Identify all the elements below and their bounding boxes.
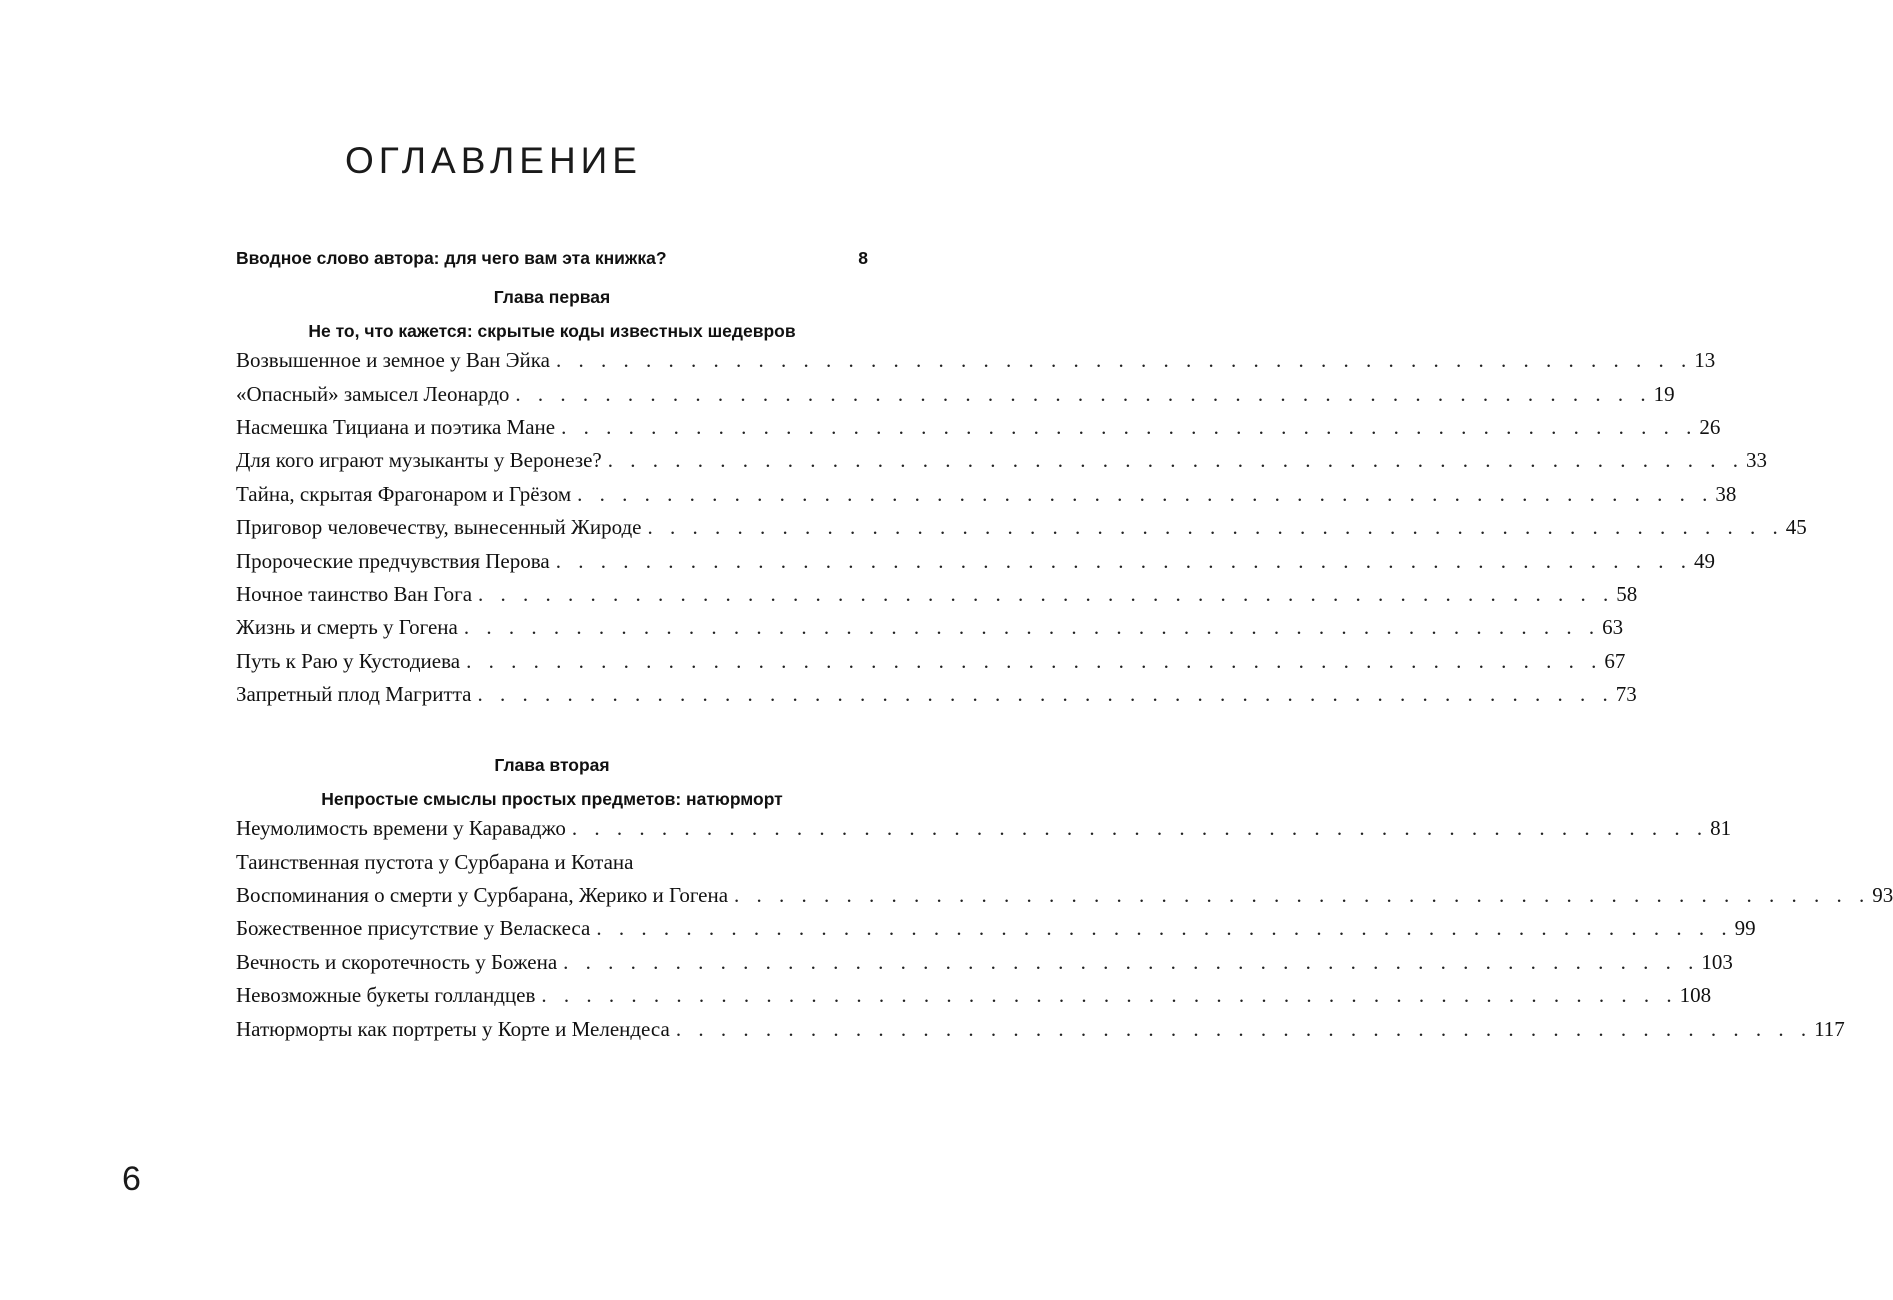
toc-entry-title: Тайна, скрытая Фрагонаром и Грёзом	[236, 481, 572, 506]
toc-entry[interactable]	[236, 414, 1721, 448]
toc-entry-page: 63	[1602, 615, 1624, 640]
toc-entry[interactable]	[236, 883, 1893, 916]
dot-leader: . . . . . . . . . . . . . . . . . . . . . . . . . . . . . . . . . . . . . . . . . . . . . . . . . . .	[555, 348, 1693, 373]
toc-entry[interactable]	[236, 381, 1675, 415]
toc-entry[interactable]	[236, 1016, 1845, 1050]
dot-leader: . . . . . . . . . . . . . . . . . . . . . . . . . . . . . . . . . . . . . . . . . . . . . . . . . . .	[734, 883, 1871, 908]
toc-entry-page: 93	[1872, 883, 1893, 908]
dot-leader: . . . . . . . . . . . . . . . . . . . . . . . . . . . . . . . . . . . . . . . . . . . . . . . . . . .	[675, 1016, 1813, 1041]
toc-entry[interactable]	[236, 515, 1807, 548]
dot-leader: . . . . . . . . . . . . . . . . . . . . . . . . . . . . . . . . . . . . . . . . . . . . . . . . . . .	[561, 414, 1698, 439]
toc-entry-title: «Опасный» замысел Леонардо	[236, 381, 510, 406]
toc-entry[interactable]	[236, 481, 1737, 515]
toc-entry-title: Приговор человечеству, вынесенный Жироде	[236, 515, 642, 540]
toc-entry-page: 33	[1745, 448, 1767, 473]
dot-leader: . . . . . . . . . . . . . . . . . . . . . . . . . . . . . . . . . . . . . . . . . . . . . . . . . . .	[647, 515, 1784, 540]
toc-intro-entry[interactable]	[236, 248, 868, 281]
toc-entry-page: 81	[1710, 816, 1732, 841]
toc-entry-title: Невозможные букеты голландцев	[236, 983, 536, 1008]
toc-entry-page: 103	[1701, 949, 1733, 974]
dot-leader: . . . . . . . . . . . . . . . . . . . . . . . . . . . . . . . . . . . . . . . . . . . . . . . . . . .	[478, 581, 1615, 606]
toc-entry-title: Путь к Раю у Кустодиева	[236, 648, 461, 673]
toc-entry[interactable]	[236, 448, 1767, 481]
toc-entry-page: 67	[1604, 648, 1626, 673]
dot-leader: . . . . . . . . . . . . . . . . . . . . . . . . . . . . . . . . . . . . . . . . . . . . . . . . . . .	[577, 481, 1714, 506]
toc-entry-title: Жизнь и смерть у Гогена	[236, 615, 458, 640]
toc-entry[interactable]	[236, 850, 868, 883]
toc-entry[interactable]	[236, 548, 1715, 582]
dot-leader: . . . . . . . . . . . . . . . . . . . . . . . . . . . . . . . . . . . . . . . . . . . . . . . . . . .	[463, 615, 1601, 640]
dot-leader: . . . . . . . . . . . . . . . . . . . . . . . . . . . . . . . . . . . . . . . . . . . . . . . . . . .	[541, 983, 1678, 1008]
toc-entry[interactable]	[236, 648, 1626, 682]
chapter-heading: Глава первая	[493, 287, 611, 308]
chapter-entries-list	[236, 816, 1893, 1050]
chapter-subtitle: Не то, что кажется: скрытые коды известных шедевров	[308, 320, 796, 341]
toc-entry-page: 108	[1679, 983, 1712, 1008]
chapter-entries-list	[236, 348, 1807, 715]
toc-entry[interactable]	[236, 615, 1624, 648]
toc-entry[interactable]	[236, 916, 1756, 949]
toc-entry-title: Запретный плод Магритта	[236, 682, 472, 707]
toc-entry-title: Для кого играют музыканты у Веронезе?	[236, 448, 602, 473]
section-spacer	[236, 715, 868, 749]
toc-entry-page: 73	[1615, 682, 1637, 707]
dot-leader: . . . . . . . . . . . . . . . . . . . . . . . . . . . . . . . . . . . . . . . . . . . . . . . . . . .	[466, 648, 1603, 673]
toc-entry-page: 26	[1699, 414, 1721, 439]
toc-entry-title: Возвышенное и земное у Ван Эйка	[236, 348, 550, 373]
toc-entry-title: Вечность и скоротечность у Божена	[236, 949, 558, 974]
toc-entry[interactable]	[236, 581, 1638, 615]
toc-entry[interactable]	[236, 983, 1712, 1016]
table-of-contents	[236, 248, 1893, 1050]
toc-entry-page: 99	[1734, 916, 1756, 941]
toc-entry[interactable]	[236, 949, 1733, 983]
dot-leader: . . . . . . . . . . . . . . . . . . . . . . . . . . . . . . . . . . . . . . . . . . . . . . . . . . .	[571, 816, 1709, 841]
toc-entry-page: 19	[1653, 381, 1675, 406]
toc-entry-title: Ночное таинство Ван Гога	[236, 581, 473, 606]
dot-leader: . . . . . . . . . . . . . . . . . . . . . . . . . . . . . . . . . . . . . . . . . . . . . . . . . . .	[607, 448, 1744, 473]
toc-entry-title: Божественное присутствие у Веласкеса	[236, 916, 591, 941]
chapter-heading: Глава вторая	[494, 755, 610, 776]
dot-leader: . . . . . . . . . . . . . . . . . . . . . . . . . . . . . . . . . . . . . . . . . . . . . . . . . . .	[563, 949, 1700, 974]
toc-entry-title: Пророческие предчувствия Перова	[236, 548, 550, 573]
chapter-subtitle: Непростые смыслы простых предметов: натюрморт	[321, 788, 783, 809]
toc-entry-page: 117	[1814, 1016, 1845, 1041]
toc-entry[interactable]	[236, 816, 1732, 849]
page-number: 6	[122, 1160, 141, 1198]
toc-entry[interactable]	[236, 348, 1716, 381]
toc-entry-page: 38	[1715, 481, 1737, 506]
toc-entry-page: 45	[1785, 515, 1807, 540]
dot-leader: . . . . . . . . . . . . . . . . . . . . . . . . . . . . . . . . . . . . . . . . . . . . . . . . . . .	[515, 381, 1652, 406]
toc-entry-page: 13	[1694, 348, 1716, 373]
dot-leader: . . . . . . . . . . . . . . . . . . . . . . . . . . . . . . . . . . . . . . . . . . . . . . . . . . .	[555, 548, 1692, 573]
toc-entry-page: 8	[858, 248, 868, 268]
toc-entry-title: Неумолимость времени у Караваджо	[236, 816, 566, 841]
toc-entry-title: Насмешка Тициана и поэтика Мане	[236, 414, 556, 439]
toc-entry-title: Таинственная пустота у Сурбарана и Котана	[236, 849, 634, 874]
dot-leader: . . . . . . . . . . . . . . . . . . . . . . . . . . . . . . . . . . . . . . . . . . . . . . . . . . .	[596, 916, 1733, 941]
page-title: ОГЛАВЛЕНИЕ	[345, 140, 642, 181]
toc-entry-title: Натюрморты как портреты у Корте и Мелендеса	[236, 1016, 670, 1041]
toc-entry-page: 58	[1616, 581, 1638, 606]
toc-entry-title: Воспоминания о смерти у Сурбарана, Жерико и Гогена	[236, 883, 729, 908]
toc-entry[interactable]	[236, 682, 1637, 715]
dot-leader: . . . . . . . . . . . . . . . . . . . . . . . . . . . . . . . . . . . . . . . . . . . . . . . . . . .	[477, 682, 1614, 707]
toc-entry-page: 49	[1693, 548, 1715, 573]
toc-entry-title: Вводное слово автора: для чего вам эта книжка?	[236, 248, 667, 268]
